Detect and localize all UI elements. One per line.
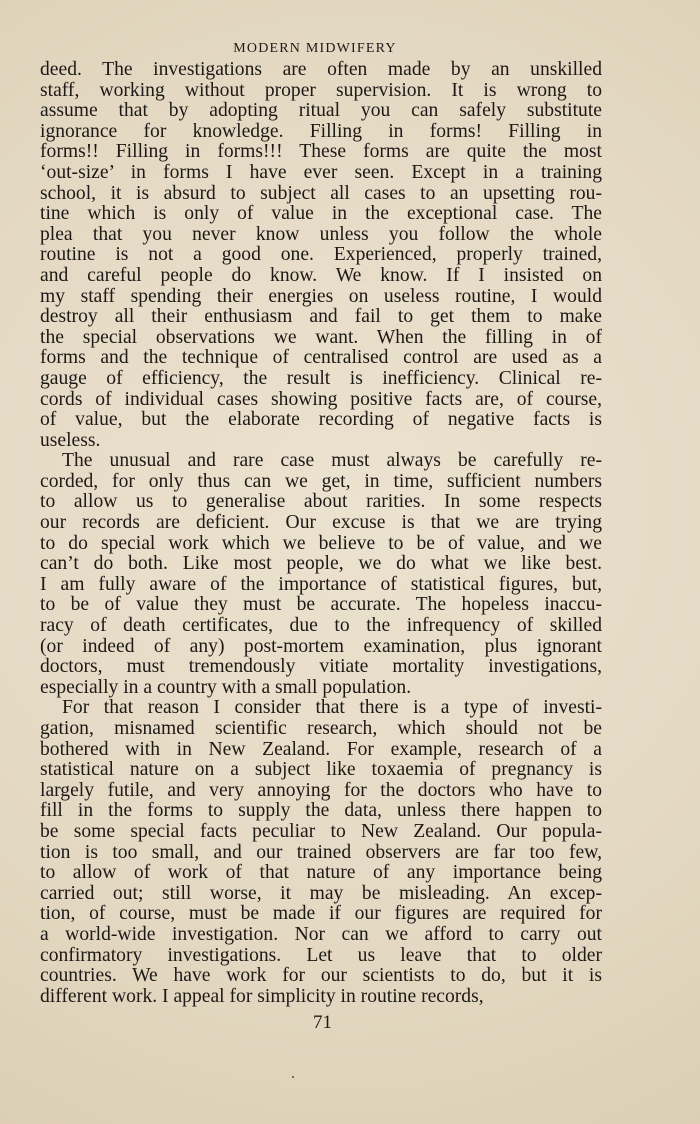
text-line: ignorance for knowledge. Filling in forms! Filling in (40, 120, 602, 142)
text-line: my staff spending their energies on useless routine, I would (40, 285, 602, 307)
text-line: to do special work which we believe to be of value, and we (40, 532, 602, 554)
text-line: statistical nature on a subject like toxaemia of pregnancy is (40, 759, 602, 781)
text-line: school, it is absurd to subject all cases to an upsetting rou- (40, 182, 602, 204)
text-line: can’t do both. Like most people, we do what we like best. (40, 553, 602, 575)
text-line: to allow us to generalise about rarities. In some respects (40, 491, 602, 513)
page-number: 71 (313, 1012, 332, 1033)
text-line: For that reason I consider that there is a type of investi- (62, 697, 602, 719)
text-line: ‘out-size’ in forms I have ever seen. Except in a training (40, 161, 602, 183)
text-line: tion, of course, must be made if our figures are required for (40, 903, 602, 925)
text-line: doctors, must tremendously vitiate mortality investigations, (40, 656, 602, 678)
text-line: assume that by adopting ritual you can safely substitute (40, 100, 602, 122)
text-line: gation, misnamed scientific research, which should not be (40, 718, 602, 739)
text-line: of value, but the elaborate recording of negative facts is (40, 409, 602, 431)
text-line: to be of value they must be accurate. The hopeless inaccu- (40, 594, 602, 616)
text-line: largely futile, and very annoying for the doctors who have to (40, 779, 602, 801)
text-line: bothered with in New Zealand. For example, research of a (40, 738, 602, 760)
paragraph-1 (40, 60, 602, 451)
body-text (40, 60, 602, 1007)
text-line: our records are deficient. Our excuse is that we are trying (40, 512, 602, 534)
text-line: destroy all their enthusiasm and fail to get them to make (40, 306, 602, 328)
text-line: gauge of efficiency, the result is inefficiency. Clinical re- (40, 367, 602, 389)
text-line: useless. (40, 429, 101, 451)
text-line: confirmatory investigations. Let us leave that to older (40, 944, 602, 966)
text-line: countries. We have work for our scientists to do, but it is (40, 965, 602, 987)
text-line: staff, working without proper supervision. It is wrong to (40, 79, 602, 101)
text-line: carried out; still worse, it may be misleading. An excep- (40, 882, 602, 904)
paper-speck (292, 1076, 294, 1078)
text-line: a world-wide investigation. Nor can we afford to carry out (40, 923, 602, 945)
text-line: tine which is only of value in the exceptional case. The (40, 203, 602, 225)
text-line: The unusual and rare case must always be carefully re- (62, 450, 602, 472)
text-line: tion is too small, and our trained observers are far too few, (40, 841, 602, 863)
paragraph-3 (40, 698, 602, 1007)
text-line: to allow of work of that nature of any importance being (40, 862, 602, 884)
text-line: forms and the technique of centralised control are used as a (40, 347, 602, 369)
text-line: racy of death certificates, due to the infrequency of skilled (40, 615, 602, 637)
paragraph-2 (40, 451, 602, 698)
text-line: forms!! Filling in forms!!! These forms are quite the most (40, 141, 602, 163)
text-line: and careful people do know. We know. If I insisted on (40, 264, 602, 286)
text-line: (or indeed of any) post-mortem examination, plus ignorant (40, 635, 602, 657)
text-line: deed. The investigations are often made by an unskilled (40, 59, 602, 80)
text-line: plea that you never know unless you follow the whole (40, 223, 602, 245)
text-line: I am fully aware of the importance of statistical figures, but, (40, 573, 602, 595)
text-line: corded, for only thus can we get, in time, sufficient numbers (40, 470, 602, 492)
text-line: different work. I appeal for simplicity in routine records, (40, 985, 484, 1007)
text-line: fill in the forms to supply the data, unless there happen to (40, 800, 602, 822)
text-line: especially in a country with a small population. (40, 676, 412, 698)
text-line: cords of individual cases showing positive facts are, of course, (40, 388, 602, 410)
running-head: MODERN MIDWIFERY (233, 41, 397, 56)
text-line: the special observations we want. When the filling in of (40, 326, 602, 348)
text-line: routine is not a good one. Experienced, properly trained, (40, 244, 602, 266)
text-line: be some special facts peculiar to New Zealand. Our popula- (40, 820, 602, 842)
